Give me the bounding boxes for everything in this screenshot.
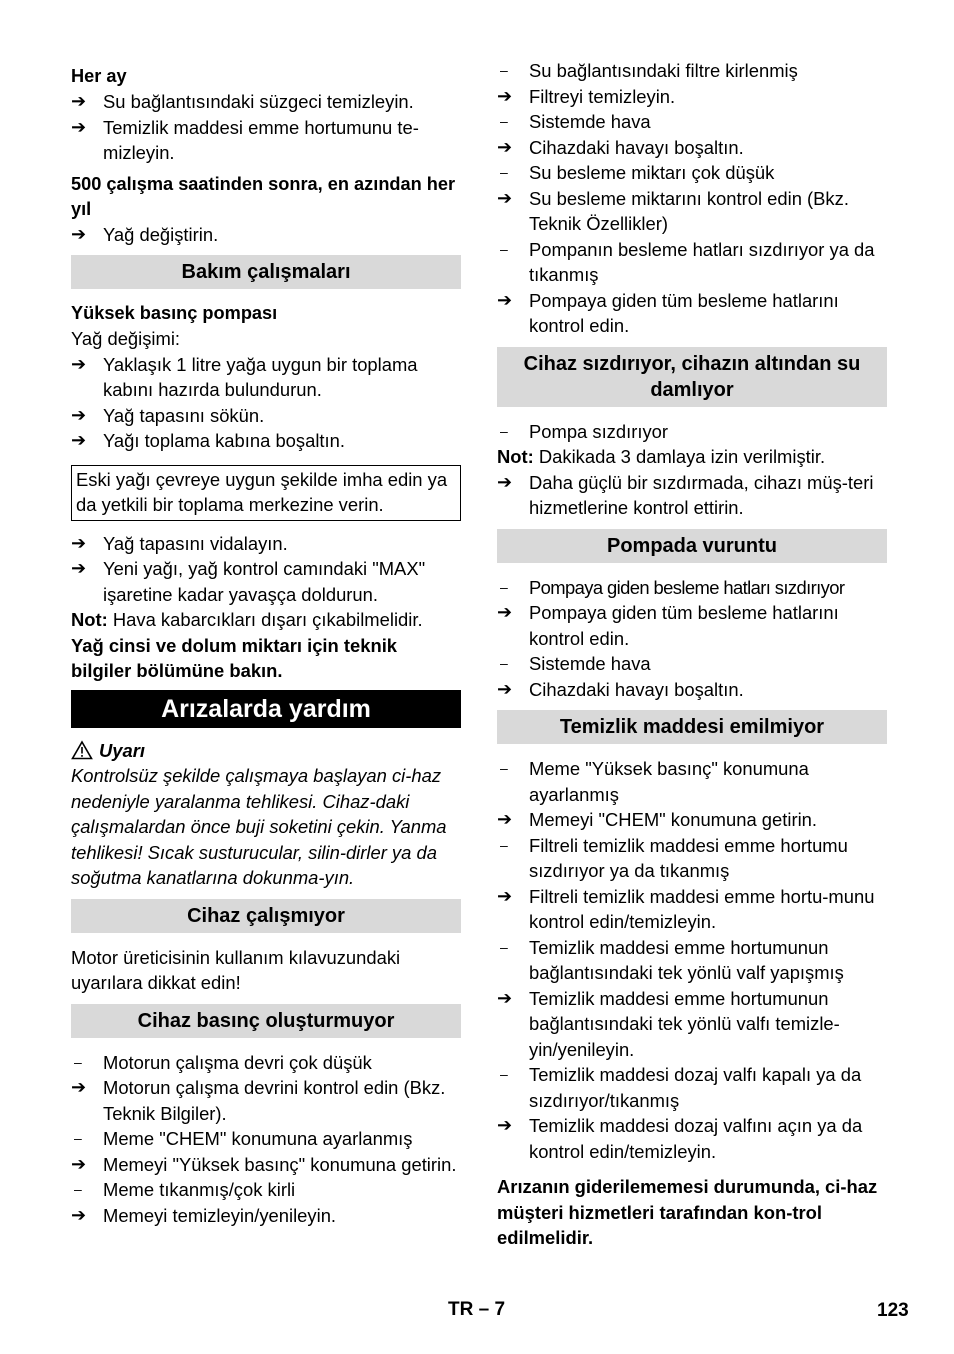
list-item: ➔ Memeyi "CHEM" konumuna getirin. [497, 807, 887, 833]
list-item: – Su besleme miktarı çok düşük [497, 160, 887, 186]
environment-note-box: Eski yağı çevreye uygun şekilde imha edin ya da yetkili bir toplama merkezine verin. [71, 465, 461, 521]
arrow-right-icon: ➔ [497, 602, 513, 622]
arrow-right-icon: ➔ [71, 1077, 87, 1097]
dash-icon: – [74, 1053, 82, 1070]
list-item: – Meme "Yüksek basınç" konumuna ayarlanmış [497, 756, 887, 807]
arrow-right-icon: ➔ [497, 136, 513, 157]
list-item: ➔ Pompaya giden tüm besleme hatlarını kontrol edin. [497, 602, 839, 649]
list-item: – Filtreli temizlik maddesi emme hortumu sızdırıyor ya da tıkanmış [497, 833, 887, 884]
list-item: – Meme "CHEM" konumuna ayarlanmış [71, 1126, 461, 1152]
pump-heading: Yüksek basınç pompası [71, 303, 278, 323]
arrow-right-icon: ➔ [71, 532, 87, 553]
arrow-right-icon: ➔ [71, 558, 87, 578]
list-item: ➔ Cihazdaki havayı boşaltın. [497, 135, 887, 161]
dash-icon: – [500, 422, 508, 439]
list-item: ➔ Filtreli temizlik maddesi emme hortu-munu kontrol edin/temizleyin. [497, 885, 875, 932]
arrow-right-icon: ➔ [71, 223, 87, 244]
list-item: – Temizlik maddesi dozaj valfı kapalı ya da sızdırıyor/tıkanmış [497, 1062, 887, 1113]
list-item: – Sistemde hava [497, 109, 887, 135]
chapter-title: Arızalarda yardım [71, 690, 461, 728]
list-item: – Motorun çalışma devri çok düşük [71, 1050, 461, 1076]
page-label: TR – 7 [448, 1299, 506, 1320]
dash-icon: – [500, 655, 508, 671]
dash-icon: – [500, 578, 508, 595]
list-item: ➔ Memeyi temizleyin/yenileyin. [71, 1203, 461, 1229]
list-item: ➔ Yağı toplama kabına boşaltın. [71, 428, 461, 454]
monthly-heading: Her ay [71, 66, 127, 86]
list-item: ➔ Daha güçlü bir sızdırmada, cihazı müş-teri hizmetlerine kontrol ettirin. [497, 471, 874, 518]
arrow-right-icon: ➔ [71, 404, 87, 425]
dash-icon: – [500, 113, 508, 129]
list-item: – Su bağlantısındaki filtre kirlenmiş [497, 58, 887, 84]
dash-icon: – [500, 938, 508, 955]
list-item: – Temizlik maddesi emme hortumunun bağlantısındaki tek yönlü valf yapışmış [497, 935, 887, 986]
dash-icon: – [500, 836, 508, 853]
final-note: Arızanın giderilememesi durumunda, ci-haz müşteri hizmetleri tarafından kon-trol edilmelidir. [497, 1176, 878, 1248]
section-title-not-working: Cihaz çalışmıyor [71, 899, 461, 933]
oil-change-label: Yağ değişimi: [71, 328, 181, 349]
warning-text: Kontrolsüz şekilde çalışmaya başlayan ci-haz nedeniyle yaralanma tehlikesi. Cihaz-daki çalışmalardan önce buji soketini çekin. Yanma tehlikesi! Sıcak susturucular, silin-dirler ya da soğutma kanatlarına dokunma-yın. [71, 765, 447, 888]
arrow-right-icon: ➔ [497, 471, 513, 492]
list-item: ➔ Su bağlantısındaki süzgeci temizleyin. [71, 89, 461, 115]
warning-triangle-icon [71, 740, 93, 760]
arrow-right-icon: ➔ [71, 430, 87, 450]
list-item: ➔ Temizlik maddesi emme hortumunun bağlantısındaki tek yönlü valfı temizle-yin/yenileyin. [497, 987, 840, 1060]
arrow-right-icon: ➔ [497, 1115, 513, 1135]
arrow-right-icon: ➔ [497, 678, 513, 699]
right-column [497, 58, 887, 1251]
arrow-right-icon: ➔ [497, 289, 513, 310]
note: Not: Hava kabarcıkları dışarı çıkabilmelidir. [71, 609, 423, 630]
warning-heading: Uyarı [71, 738, 461, 764]
list-item: ➔ Yağ değiştirin. [71, 222, 461, 248]
list-item: ➔ Yağ tapasını sökün. [71, 403, 461, 429]
dash-icon: – [74, 1130, 82, 1146]
yearly-heading: 500 çalışma saatinden sonra, en azından her yıl [71, 173, 456, 219]
section-title-knock: Pompada vuruntu [497, 529, 887, 563]
list-item: ➔ Temizlik maddesi dozaj valfını açın ya da kontrol edin/temizleyin. [497, 1115, 863, 1162]
dash-icon: – [500, 62, 508, 78]
list-item: ➔ Su besleme miktarını kontrol edin (Bkz. Teknik Özellikler) [497, 187, 849, 234]
list-item: – Pompa sızdırıyor [497, 419, 887, 445]
dash-icon: – [500, 164, 508, 180]
section-title-detergent: Temizlik maddesi emilmiyor [497, 710, 887, 744]
arrow-right-icon: ➔ [71, 116, 87, 137]
list-item: ➔ Yağ tapasını vidalayın. [71, 531, 461, 557]
list-item: ➔ Cihazdaki havayı boşaltın. [497, 677, 887, 703]
leak-note: Not: Dakikada 3 damlaya izin verilmiştir. [497, 446, 826, 467]
section-title-no-pressure: Cihaz basınç oluşturmuyor [71, 1004, 461, 1038]
oil-type-note: Yağ cinsi ve dolum miktarı için teknik bilgiler bölümüne bakın. [71, 634, 398, 681]
arrow-right-icon: ➔ [497, 187, 513, 208]
list-item: ➔ Filtreyi temizleyin. [497, 84, 887, 110]
not-working-text: Motor üreticisinin kullanım kılavuzundaki uyarılara dikkat edin! [71, 946, 401, 993]
arrow-right-icon: ➔ [497, 809, 513, 829]
list-item: ➔ Yaklaşık 1 litre yağa uygun bir toplama kabını hazırda bulundurun. [71, 353, 418, 400]
dash-icon: – [500, 240, 508, 257]
list-item: ➔ Memeyi "Yüksek basınç" konumuna getirin. [71, 1152, 461, 1178]
left-column [71, 64, 461, 1228]
list-item: ➔ Temizlik maddesi emme hortumunu te-mizleyin. [71, 116, 419, 163]
list-item: ➔ Pompaya giden tüm besleme hatlarını kontrol edin. [497, 289, 839, 336]
dash-icon: – [74, 1181, 82, 1197]
list-item: – Sistemde hava [497, 651, 887, 677]
arrow-right-icon: ➔ [71, 91, 87, 111]
list-item: ➔ Yeni yağı, yağ kontrol camındaki "MAX" işaretine kadar yavaşça doldurun. [71, 558, 426, 605]
section-title-maintenance: Bakım çalışmaları [71, 255, 461, 289]
arrow-right-icon: ➔ [497, 885, 513, 906]
list-item: – Pompanın besleme hatları sızdırıyor ya da tıkanmış [497, 237, 887, 288]
list-item: ➔ Motorun çalışma devrini kontrol edin (Bkz. Teknik Bilgiler). [71, 1077, 446, 1124]
arrow-right-icon: ➔ [497, 987, 513, 1008]
section-title-leak: Cihaz sızdırıyor, cihazın altından su damlıyor [497, 347, 887, 407]
arrow-right-icon: ➔ [71, 353, 87, 374]
list-item: – Meme tıkanmış/çok kirli [71, 1177, 461, 1203]
arrow-right-icon: ➔ [71, 1153, 87, 1174]
page-number: 123 [877, 1300, 909, 1321]
list-item: – Pompaya giden besleme hatları sızdırıyor [497, 575, 887, 601]
arrow-right-icon: ➔ [497, 85, 513, 106]
arrow-right-icon: ➔ [71, 1204, 87, 1225]
dash-icon: – [500, 1066, 508, 1082]
dash-icon: – [500, 760, 508, 776]
